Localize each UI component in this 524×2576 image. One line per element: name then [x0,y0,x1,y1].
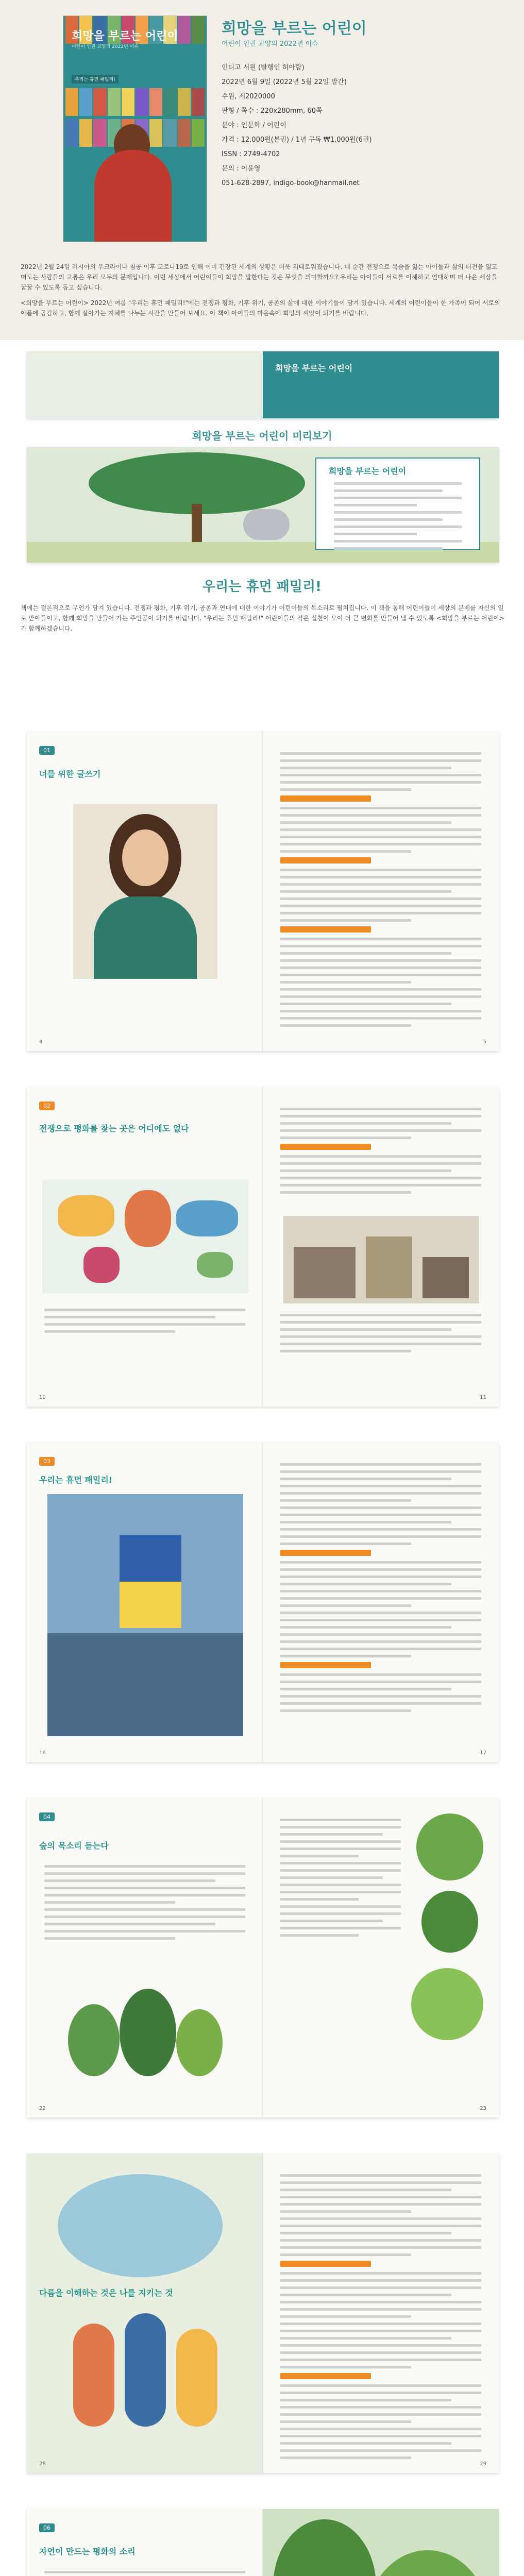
spread-title: 다름을 이해하는 것은 나를 지키는 것 [39,2288,173,2298]
jungle-illustration [263,2509,499,2576]
spread-right-page [263,2154,499,2473]
world-map-illustration [42,1180,248,1293]
cover-subtitle: 어린이 인권 교양의 2022년 이슈 [72,44,139,49]
intro-paragraph: <희망을 부르는 어린이> 2022년 여름 "우리는 휴먼 패밀리!"에는 전쟁과 평화, 기후 위기, 공존의 삶에 대한 이야기들이 담겨 있습니다. 세계의 어린이들이 한 가족이 되어 서로의 아픔에 공감하고, 함께 살아가는 지혜를 나누는 시간을 만들어 보세요. 이 책이 아이들의 마음속에 희망의 씨앗이 되기를 바랍니다. [21,299,500,317]
spread-title: 우리는 휴먼 패밀리! [39,1475,113,1485]
illustration-spread [27,447,499,563]
page-number: 17 [480,1750,486,1756]
protest-photo [47,1494,243,1736]
preview-spread-3 [27,1443,499,1762]
spread-title: 너를 위한 글쓰기 [39,769,101,779]
meta-contact-person: 문의 : 이윤영 [222,165,261,173]
spread-left-page [27,2509,263,2576]
chapter-tag: 06 [39,2523,55,2532]
preview-spread-4 [27,1798,499,2117]
preview-title: 희망을 부르는 어린이 미리보기 [192,430,332,442]
toc-title: 희망을 부르는 어린이 [329,466,407,476]
preview-spread-1 [27,732,499,1051]
meta-publish-date: 2022년 6월 9일 (2022년 5월 22일 발간) [222,78,347,86]
meta-price: 가격 : 12,000원(본권) / 1년 구독 ₩1,000원(6권) [222,136,372,144]
cover-title: 희망을 부르는 어린이 [72,30,178,43]
meta-category: 분야 : 인문학 / 어린이 [222,122,286,129]
page-number: 29 [480,2461,486,2467]
elephant-illustration [243,509,290,540]
headline-body: 책에는 결론적으로 무언가 담겨 있습니다. 전쟁과 평화, 기후 위기, 공존과 연대에 대한 이야기가 어린이들의 목소리로 펼쳐집니다. 이 책을 통해 어린이들이 세상의 문제를 자신의 일로 받아들이고, 함께 희망을 만들어 가는 주인공이 되기를 바랍니다. "우리는 휴먼 패밀리!" 어린이들의 작은 실천이 모여 더 큰 변화를 만들어 낼 수 있도록 <희망을 부르는 어린이>가 함께하겠습니다. [21,604,504,632]
page-number: 5 [483,1039,486,1045]
spread-right-page [263,1443,499,1762]
page-number: 10 [39,1395,46,1400]
page-number: 16 [39,1750,46,1756]
chapter-tag: 01 [39,746,55,755]
preview-spread-toc [27,351,499,418]
preview-spread-2 [27,1087,499,1406]
forest-illustration [58,1984,233,2087]
portrait-illustration [73,804,217,979]
page-number: 23 [480,2106,486,2111]
chapter-tag: 03 [39,1457,55,1466]
spread-title: 전쟁으로 평화를 찾는 곳은 어디에도 없다 [39,1124,189,1133]
spread-left-page [27,1087,263,1406]
spread-right-page [263,732,499,1051]
intro-paragraph: 2022년 2월 24일 러시아의 우크라이나 침공 이후 코로나19로 인해 이미 긴장된 세계의 상황은 더욱 위태로워졌습니다. 매 순간 전쟁으로 목숨을 잃는 아이들과 삶의 터전을 잃고 떠도는 사람들의 고통은 우리 모두의 문제입니다. 이런 세상에서 어린이들이 희망을 말한다는 것은 무엇을 의미할까요? 우리는 아이들이 서로를 이해하고 연대하며 더 나은 세상을 꿈꿀 수 있도록 돕고 싶습니다. [21,263,498,291]
spread-left-page [27,351,263,418]
book-title: 희망을 부르는 어린이 [222,20,367,38]
book-cover [63,15,207,242]
toc-box [315,457,480,550]
page-number: 11 [480,1395,486,1400]
main-headline: 우리는 휴먼 패밀리! [202,579,322,595]
book-subtitle: 어린이 인권 교양의 2022년 이슈 [222,40,318,48]
preview-spread-5 [27,2154,499,2473]
book-intro [21,262,505,318]
spread-left-page [27,2154,263,2473]
tree-column-illustration [411,1814,488,2092]
spread-left-page [27,732,263,1051]
spread-left-page [27,1443,263,1762]
spread-title: 숲의 목소리 듣는다 [39,1841,109,1851]
meta-issn: ISSN : 2749-4702 [222,150,280,158]
meta-contact: 051-628-2897, indigo-book@hanmail.net [222,179,360,187]
book-meta-list [222,61,489,191]
preview-spread-6 [27,2509,499,2576]
meta-registration: 수원, 제2020000 [222,93,275,100]
page-number: 28 [39,2461,46,2467]
spread-title: 자연이 만드는 평화의 소리 [39,2547,136,2556]
chapter-tag: 02 [39,1101,55,1110]
chapter-tag: 04 [39,1812,55,1821]
cover-badge: 우리는 휴먼 패밀리! [72,75,119,83]
war-illustration [283,1216,479,1303]
book-info-section [0,0,524,340]
cover-bookshelf-row [63,88,207,116]
meta-publisher: 인디고 서원 (발행인 허아람) [222,64,305,72]
spread-title: 희망을 부르는 어린이 [275,363,353,373]
page-number: 22 [39,2106,46,2111]
spread-right-page [263,2509,499,2576]
meta-format: 판형 / 쪽수 : 220x280mm, 60쪽 [222,107,323,115]
spread-right-page [263,351,499,418]
spread-left-page [27,1798,263,2117]
spread-right-page [263,1087,499,1406]
cover-illustration-child [94,150,172,242]
page-number: 4 [39,1039,43,1045]
children-illustration [27,2154,263,2473]
spread-right-page [263,1798,499,2117]
